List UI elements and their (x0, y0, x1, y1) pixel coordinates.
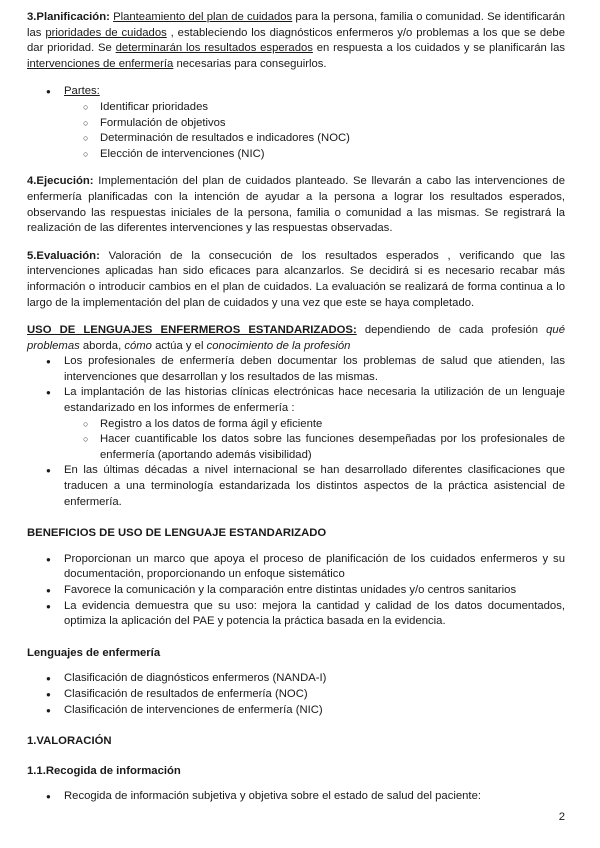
uso-text-1: dependiendo de cada profesión (356, 324, 547, 337)
list-item: ● La evidencia demuestra que su uso: mejora la cantidad y calidad de los datos documentados, optimiza la aplicación del PAE y potencia la práctica basada en la evidencia. (27, 599, 565, 630)
uso-paragraph (27, 323, 565, 354)
valoracion-list (27, 789, 565, 805)
uso-sublist (27, 417, 565, 464)
uso-italic-3: conocimiento de la profesión (206, 339, 351, 352)
evaluacion-title: 5.Evaluación: (27, 249, 100, 262)
list-item: ○ Elección de intervenciones (NIC) (27, 147, 565, 163)
list-item: ● Los profesionales de enfermería deben documentar los problemas de salud que atienden, las intervenciones que desarrollan y los resultados de las mismas. (27, 354, 565, 385)
uso-italic-1: qué problemas (27, 324, 565, 352)
partes-list (27, 84, 565, 162)
list-item: ○ Registro a los datos de forma ágil y eficiente (27, 417, 565, 433)
list-item: ○ Hacer cuantificable los datos sobre las funciones desempeñadas por los profesionales de enfermería (aportando además visibilidad) (27, 432, 565, 463)
uso-list (27, 354, 565, 510)
document-page (27, 10, 565, 805)
uso-text-3: actúa y el (151, 339, 207, 352)
uso-b2-text: La implantación de las historias clínicas electrónicas hace necesaria la utilización de un lenguaje estandarizado en los informes de enfermería : (64, 386, 565, 415)
page-number: 2 (558, 811, 565, 823)
list-item: ● Clasificación de resultados de enfermería (NOC) (27, 687, 565, 703)
list-item: ○ Formulación de objetivos (27, 116, 565, 132)
recogida-title: 1.1.Recogida de información (27, 764, 181, 777)
list-item: ● Clasificación de diagnósticos enfermeros (NANDA-I) (27, 671, 565, 687)
beneficios-title: BENEFICIOS DE USO DE LENGUAJE ESTANDARIZADO (27, 527, 327, 540)
ejecucion-title: 4.Ejecución: (27, 175, 94, 188)
planificacion-text-6: en respuesta a los cuidados y se planificarán las (312, 42, 566, 55)
ejecucion-paragraph (27, 174, 565, 236)
partes-sublist (27, 100, 565, 162)
list-item: ● Clasificación de intervenciones de enfermería (NIC) (27, 703, 565, 719)
uso-title: USO DE LENGUAJES ENFERMEROS ESTANDARIZADOS: (27, 324, 357, 337)
beneficios-list (27, 552, 565, 630)
planificacion-paragraph (27, 10, 565, 72)
list-item: ○ Determinación de resultados e indicadores (NOC) (27, 131, 565, 147)
list-item (27, 84, 565, 162)
list-item: ● Proporcionan un marco que apoya el proceso de planificación de los cuidados enfermeros y su documentación, proporcionando un enfoque sistemático (27, 552, 565, 583)
planificacion-text-5: determinarán los resultados esperados (115, 42, 313, 55)
uso-italic-2: cómo (124, 339, 152, 352)
lenguajes-title: Lenguajes de enfermería (27, 646, 161, 659)
planificacion-text-7: intervenciones de enfermería (27, 57, 174, 70)
evaluacion-text: Valoración de la consecución de los resultados esperados , verificando que las intervenciones aplicadas han sido eficaces para alcanzarlos. Se decidirá si es necesario recabar más información o introducir cambios en el plan de cuidados. La evaluación se realizará de forma continua a lo largo de la implementación del plan de cuidados y una vez que este se haya completado. (27, 249, 565, 309)
uso-text-2: aborda, (79, 339, 125, 352)
lenguajes-list (27, 671, 565, 718)
planificacion-title: 3.Planificación: (27, 11, 110, 23)
valoracion-title: 1.VALORACIÓN (27, 735, 112, 748)
planificacion-text-2: para la persona, familia o comunidad. Se identificarán las (27, 11, 566, 39)
ejecucion-text: Implementación del plan de cuidados planteado. Se llevarán a cabo las intervenciones de enfermería planificadas con la intención de ayudar a la persona a lograr los resultados esperados, observando las respuestas iniciales de la persona, familia o comunidad a las mismas. Se registrará la realización de las diferentes intervenciones y las respuestas observadas. (27, 175, 565, 235)
list-item: ● Recogida de información subjetiva y objetiva sobre el estado de salud del paciente: (27, 789, 565, 805)
list-item: ○ Identificar prioridades (27, 100, 565, 116)
evaluacion-paragraph (27, 249, 565, 311)
list-item: ● Favorece la comunicación y la comparación entre distintas unidades y/o centros sanitarios (27, 583, 565, 599)
list-item (27, 385, 565, 463)
planificacion-text-1: Planteamiento del plan de cuidados (113, 11, 293, 23)
list-item: ● En las últimas décadas a nivel internacional se han desarrollado diferentes clasificaciones que traducen a una terminología estandarizada los distintos aspectos de la práctica asistencial de enfermería. (27, 463, 565, 510)
planificacion-text-4: , estableciendo los diagnósticos enfermeros y/o problemas a los que se debe dar prioridad. Se (27, 26, 565, 55)
planificacion-text-8: necesarias para conseguirlos. (173, 57, 327, 70)
partes-label: Partes: (64, 85, 100, 98)
planificacion-text-3: prioridades de cuidados (45, 26, 167, 39)
